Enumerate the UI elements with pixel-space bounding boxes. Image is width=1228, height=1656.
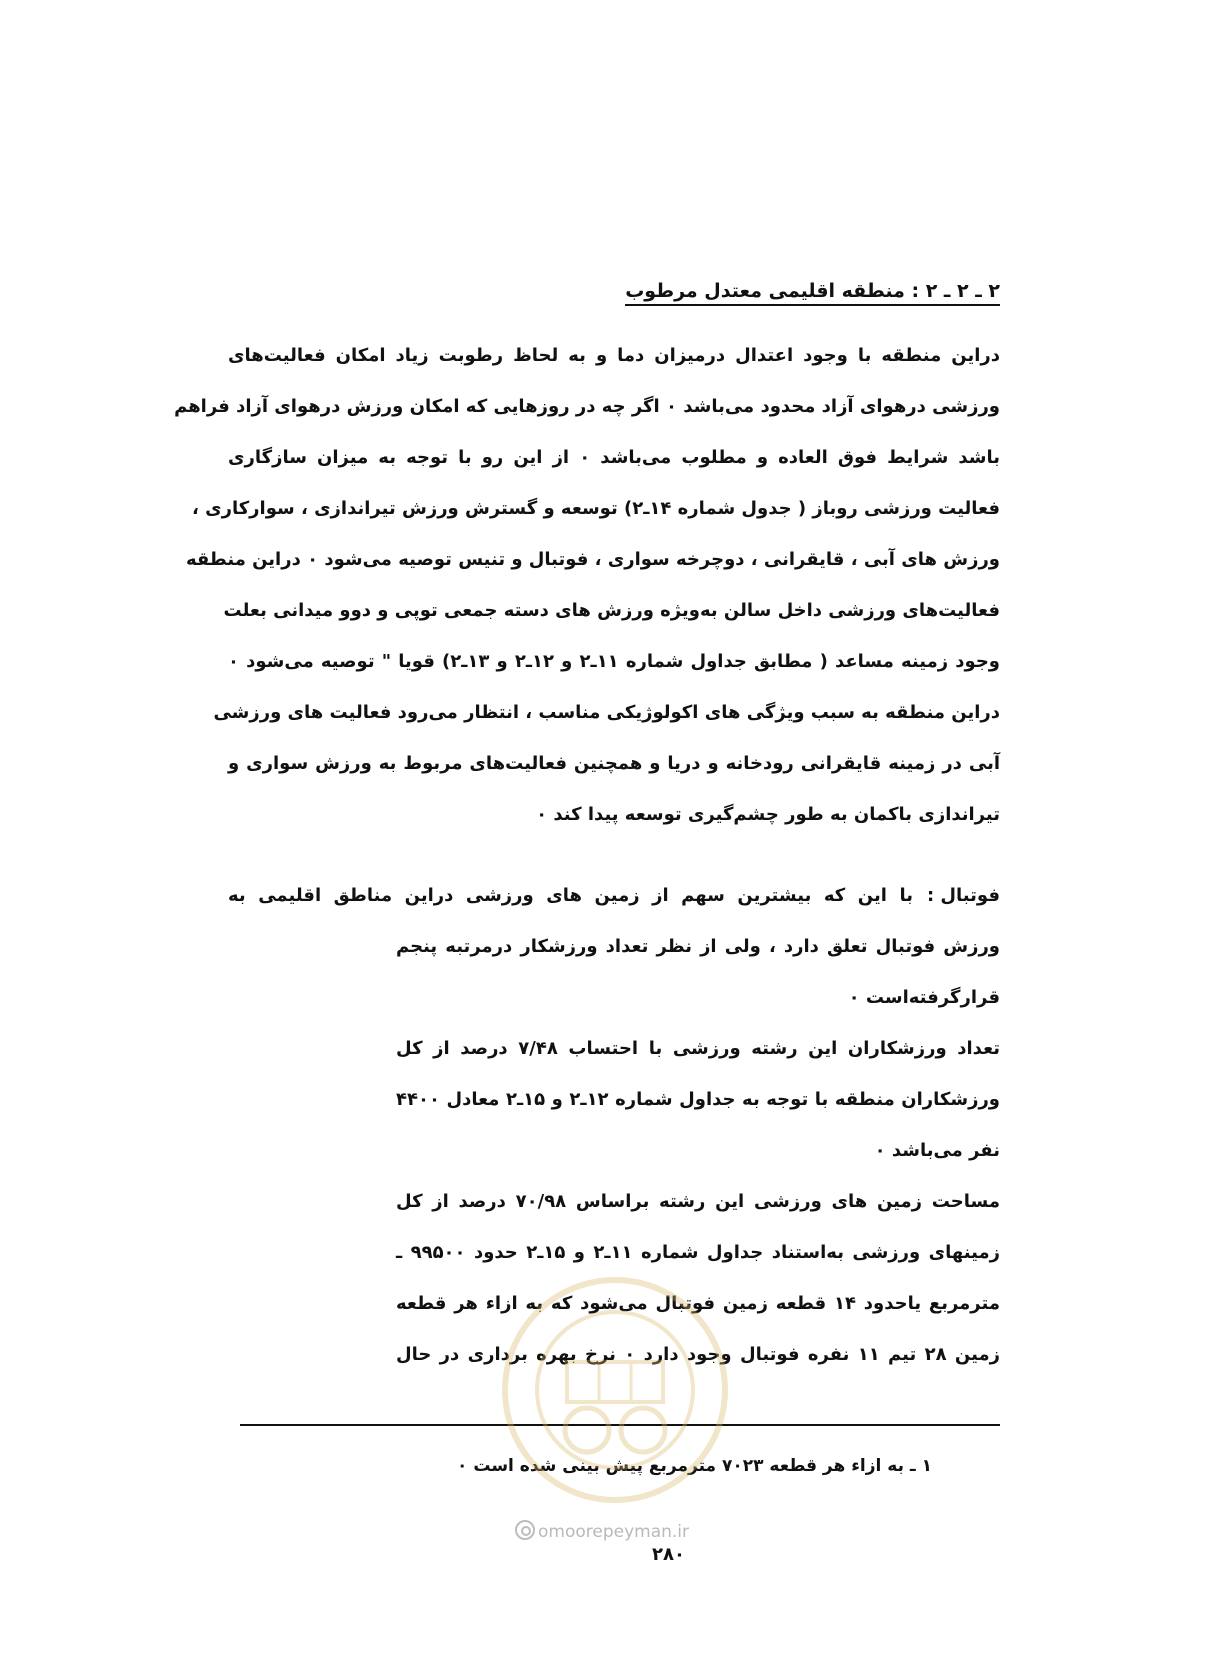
football-label: فوتبال : xyxy=(926,885,1000,906)
football-text-line: نفر می‌باشد ۰ xyxy=(874,1140,1000,1161)
football-text-line: قرارگرفته‌است ۰ xyxy=(848,987,1000,1008)
football-text-line: مساحت زمین های ورزشی این رشته براساس ۷۰/۹۸ درصد از کل xyxy=(396,1191,1000,1212)
football-text-line: زمین ۲۸ تیم ۱۱ نفره فوتبال وجود دارد ۰ نرخ بهره برداری در حال xyxy=(396,1344,1000,1365)
climate-paragraph xyxy=(174,330,1000,840)
seal-grid xyxy=(567,1362,663,1402)
football-text-line: تعداد ورزشکاران این رشته ورزشی با احتساب ۷/۴۸ درصد از کل xyxy=(396,1038,1000,1059)
football-text-line: ورزش فوتبال تعلق دارد ، ولی از نظر تعداد ورزشکار درمرتبه پنجم xyxy=(396,936,1000,957)
watermark-seal xyxy=(495,1270,735,1510)
paragraph-line: ورزشی درهوای آزاد محدود می‌باشد ۰ اگر چه در روزهایی که امکان ورزش درهوای آزاد فراهم xyxy=(174,396,1000,417)
football-text-line: با این که بیشترین سهم از زمین های ورزشی دراین مناطق اقلیمی به xyxy=(228,885,913,906)
football-first-line xyxy=(228,870,1000,921)
paragraph-line: باشد شرایط فوق العاده و مطلوب می‌باشد ۰ از این رو با توجه به میزان سازگاری xyxy=(228,447,1000,468)
at-icon xyxy=(515,1520,535,1540)
seal-inner-ring xyxy=(537,1312,693,1468)
paragraph-line: آبی در زمینه قایقرانی رودخانه و دریا و همچنین فعالیت‌های مربوط به ورزش سواری و xyxy=(228,753,1000,774)
page-number: ۲۸۰ xyxy=(652,1544,685,1565)
paragraph-line: تیراندازی باکمان به طور چشم‌گیری توسعه پیدا کند ۰ xyxy=(536,804,1000,825)
paragraph-line: وجود زمینه مساعد ( مطابق جداول شماره ۱۱ـ۲ و ۱۲ـ۲ و ۱۳ـ۲) قویا " توصیه می‌شود ۰ xyxy=(228,651,1000,672)
paragraph-line: فعالیت ورزشی روباز ( جدول شماره ۱۴ـ۲) توسعه و گسترش ورزش تیراندازی ، سوارکاری ، xyxy=(191,498,1000,519)
gear-icon xyxy=(565,1408,665,1452)
paragraph-line: فعالیت‌های ورزشی داخل سالن به‌ویژه ورزش های دسته جمعی توپی و دوو میدانی بعلت xyxy=(223,600,1000,621)
paragraph-line: ورزش های آبی ، قایقرانی ، دوچرخه سواری ، فوتبال و تنیس توصیه می‌شود ۰ دراین منطقه xyxy=(185,549,1000,570)
football-text-line-content: مترمربع یاحدود ۱۴ قطعه زمین فوتبال می‌شود که به ازاء هر قطعه xyxy=(396,1293,1000,1314)
football-text-line: زمینهای ورزشی به‌استناد جداول شماره ۱۱ـ۲ و ۱۵ـ۲ حدود ۹۹۵۰۰ ـ xyxy=(396,1242,1000,1263)
watermark-url: omoorepeyman.ir xyxy=(515,1520,689,1542)
football-text-line: ورزشکاران منطقه با توجه به جداول شماره ۱۲ـ۲ و ۱۵ـ۲ معادل ۴۴۰۰ xyxy=(396,1089,1000,1110)
section-heading: ۲ ـ ۲ ـ ۲ : منطقه اقلیمی معتدل مرطوب xyxy=(625,280,1000,306)
paragraph-line: دراین منطقه به سبب ویژگی های اکولوژیکی مناسب ، انتظار می‌رود فعالیت های ورزشی xyxy=(213,702,1000,723)
paragraph-line: دراین منطقه با وجود اعتدال درمیزان دما و به لحاظ رطوبت زیاد امکان فعالیت‌های xyxy=(228,345,1000,366)
footnote: ۱ ـ به ازاء هر قطعه ۷۰۲۳ مترمربع پیش بینی شده است ۰ xyxy=(457,1456,932,1476)
